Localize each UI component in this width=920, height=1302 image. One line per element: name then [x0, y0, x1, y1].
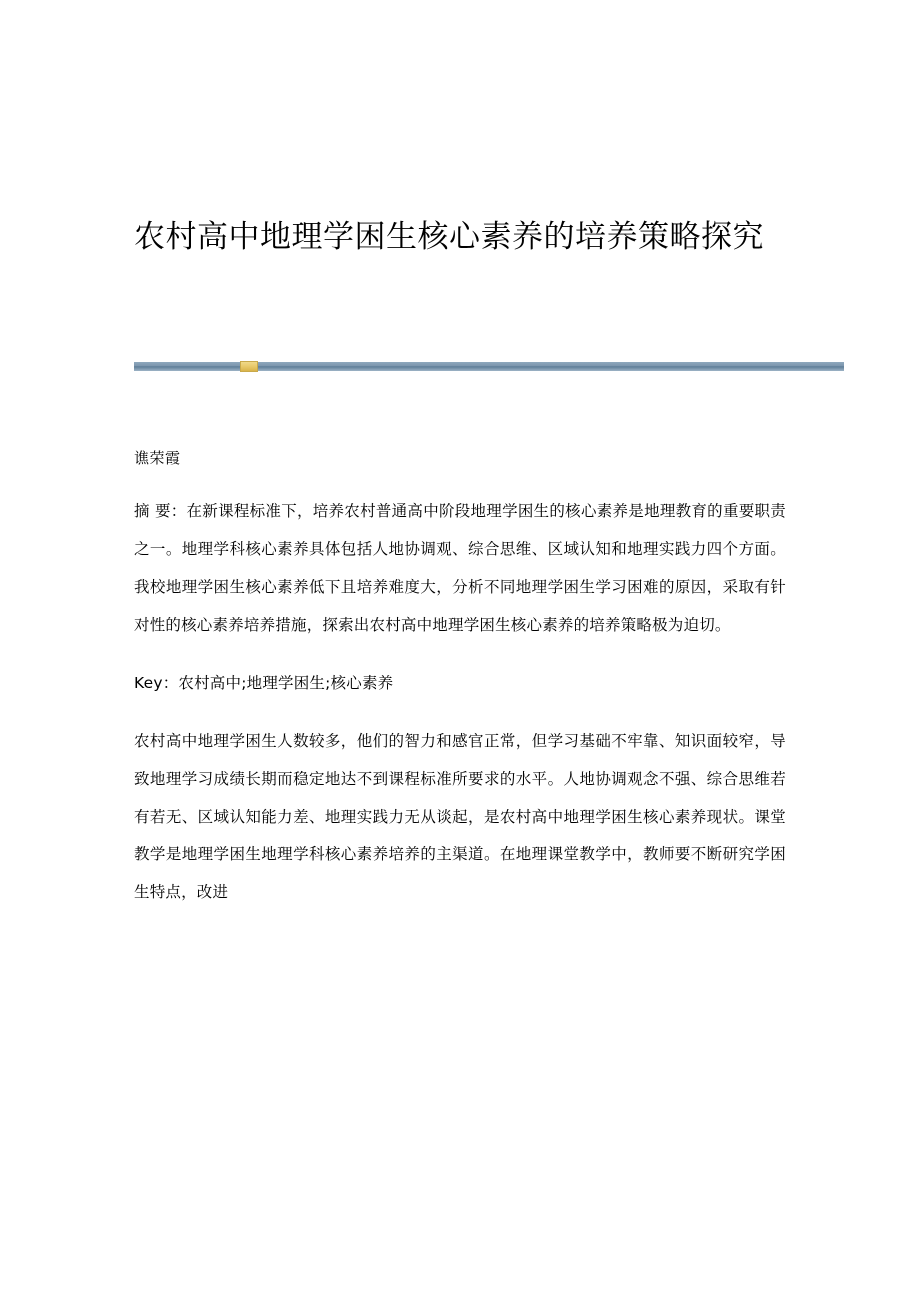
divider-diamond-icon — [240, 361, 258, 372]
abstract-paragraph: 摘 要：在新课程标准下，培养农村普通高中阶段地理学困生的核心素养是地理教育的重要职责之一。地理学科核心素养具体包括人地协调观、综合思维、区域认知和地理实践力四个方面。我校地理学困生核心素养低下且培养难度大，分析不同地理学困生学习困难的原因，采取有针对性的核心素养培养措施，探索出农村高中地理学困生核心素养的培养策略极为迫切。 — [134, 501, 786, 634]
keywords-line: Key：农村高中;地理学困生;核心素养 — [134, 673, 394, 692]
page-title: 农村高中地理学困生核心素养的培养策略探究 — [134, 219, 764, 255]
divider-bar-left — [134, 362, 242, 371]
author-name: 谯荣霞 — [134, 449, 181, 468]
divider-bar-right — [258, 362, 844, 371]
body-paragraph-1: 农村高中地理学困生人数较多，他们的智力和感官正常，但学习基础不牢靠、知识面较窄，导致地理学习成绩长期而稳定地达不到课程标准所要求的水平。人地协调观念不强、综合思维若有若无、区域认知能力差、地理实践力无从谈起，是农村高中地理学困生核心素养现状。课堂教学是地理学困生地理学科核心素养培养的主渠道。在地理课堂教学中，教师要不断研究学困生特点，改进 — [134, 731, 786, 902]
section-divider — [134, 360, 844, 372]
document-content — [134, 0, 786, 912]
